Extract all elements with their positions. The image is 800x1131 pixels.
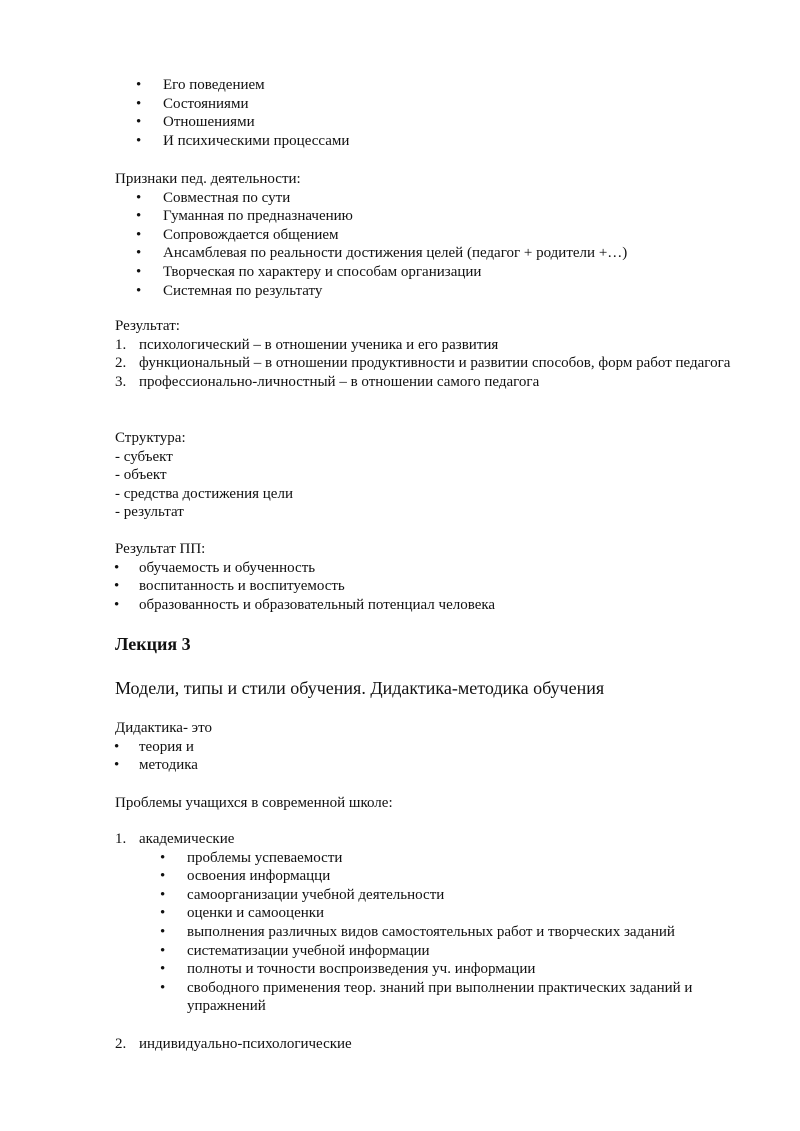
list-item: • теория и xyxy=(115,738,735,757)
item-text: функциональный – в отношении продуктивности и развитии способов, форм работ педагога xyxy=(139,355,731,372)
list-item xyxy=(115,1035,735,1054)
list-item: • полноты и точности воспроизведения уч. информации xyxy=(115,960,740,979)
item-number: 2. xyxy=(115,1036,127,1052)
problems-list-2 xyxy=(115,1035,735,1054)
list-item xyxy=(115,830,740,849)
item-text: профессионально-личностный – в отношении самого педагога xyxy=(139,373,540,390)
structure-section xyxy=(115,429,735,522)
result-pp-heading: Результат ПП: xyxy=(115,541,206,557)
list-item: • Состояниями xyxy=(115,95,735,114)
list-item: • Совместная по сути xyxy=(115,189,735,208)
list-item xyxy=(115,354,735,373)
problems-list xyxy=(115,830,740,849)
item-number: 2. xyxy=(115,355,127,372)
list-item: • методика xyxy=(115,756,735,775)
problems-group-academic xyxy=(115,830,740,1016)
item-number: 1. xyxy=(115,831,127,847)
lecture-subtitle: Модели, типы и стили обучения. Дидактика-методика обучения xyxy=(115,678,605,698)
list-item: • Его поведением xyxy=(115,76,735,95)
list-item: • Отношениями xyxy=(115,113,735,132)
list-item: • свободного применения теор. знаний при выполнении практических заданий и упражнений xyxy=(115,979,740,1016)
didactics-section xyxy=(115,719,735,775)
list-item: • воспитанность и воспитуемость xyxy=(115,577,735,596)
result-list xyxy=(115,336,735,392)
structure-line: - средства достижения цели xyxy=(115,485,293,502)
list-item: • систематизации учебной информации xyxy=(115,942,740,961)
lecture-title: Лекция 3 xyxy=(115,634,191,654)
list-item: • Ансамблевая по реальности достижения целей (педагог + родители +…) xyxy=(115,244,735,263)
result-pp-section xyxy=(115,540,735,614)
structure-line: - субъект xyxy=(115,448,173,465)
result-heading: Результат: xyxy=(115,318,180,334)
list-item: • проблемы успеваемости xyxy=(115,849,740,868)
academic-problems-list xyxy=(115,849,740,1016)
item-text: академические xyxy=(139,831,235,847)
structure-heading: Структура: xyxy=(115,430,186,446)
list-item: • выполнения различных видов самостоятельных работ и творческих заданий xyxy=(115,923,740,942)
list-item: • оценки и самооценки xyxy=(115,904,740,923)
result-section xyxy=(115,317,735,391)
signs-list xyxy=(115,189,735,301)
list-item xyxy=(115,373,735,392)
behavior-list xyxy=(115,76,735,150)
item-number: 1. xyxy=(115,336,127,353)
list-item: • самоорганизации учебной деятельности xyxy=(115,886,740,905)
list-item: • обучаемость и обученность xyxy=(115,559,735,578)
list-item: • Системная по результату xyxy=(115,282,735,301)
item-text: психологический – в отношении ученика и его развития xyxy=(139,336,499,353)
result-pp-list xyxy=(115,559,735,615)
structure-line: - объект xyxy=(115,467,167,484)
signs-heading: Признаки пед. деятельности: xyxy=(115,171,301,187)
list-item: • образованность и образовательный потенциал человека xyxy=(115,596,735,615)
list-item: • И психическими процессами xyxy=(115,132,735,151)
list-item: • Сопровождается общением xyxy=(115,226,735,245)
list-item xyxy=(115,336,735,355)
list-item: • освоения информацци xyxy=(115,867,740,886)
list-item: • Гуманная по предназначению xyxy=(115,207,735,226)
didactics-heading: Дидактика- это xyxy=(115,720,212,736)
didactics-list xyxy=(115,738,735,775)
signs-section xyxy=(115,170,735,300)
list-item: • Творческая по характеру и способам организации xyxy=(115,263,735,282)
problems-heading: Проблемы учащихся в современной школе: xyxy=(115,795,393,811)
item-text: индивидуально-психологические xyxy=(139,1036,352,1052)
item-number: 3. xyxy=(115,373,127,390)
structure-line: - результат xyxy=(115,504,184,521)
